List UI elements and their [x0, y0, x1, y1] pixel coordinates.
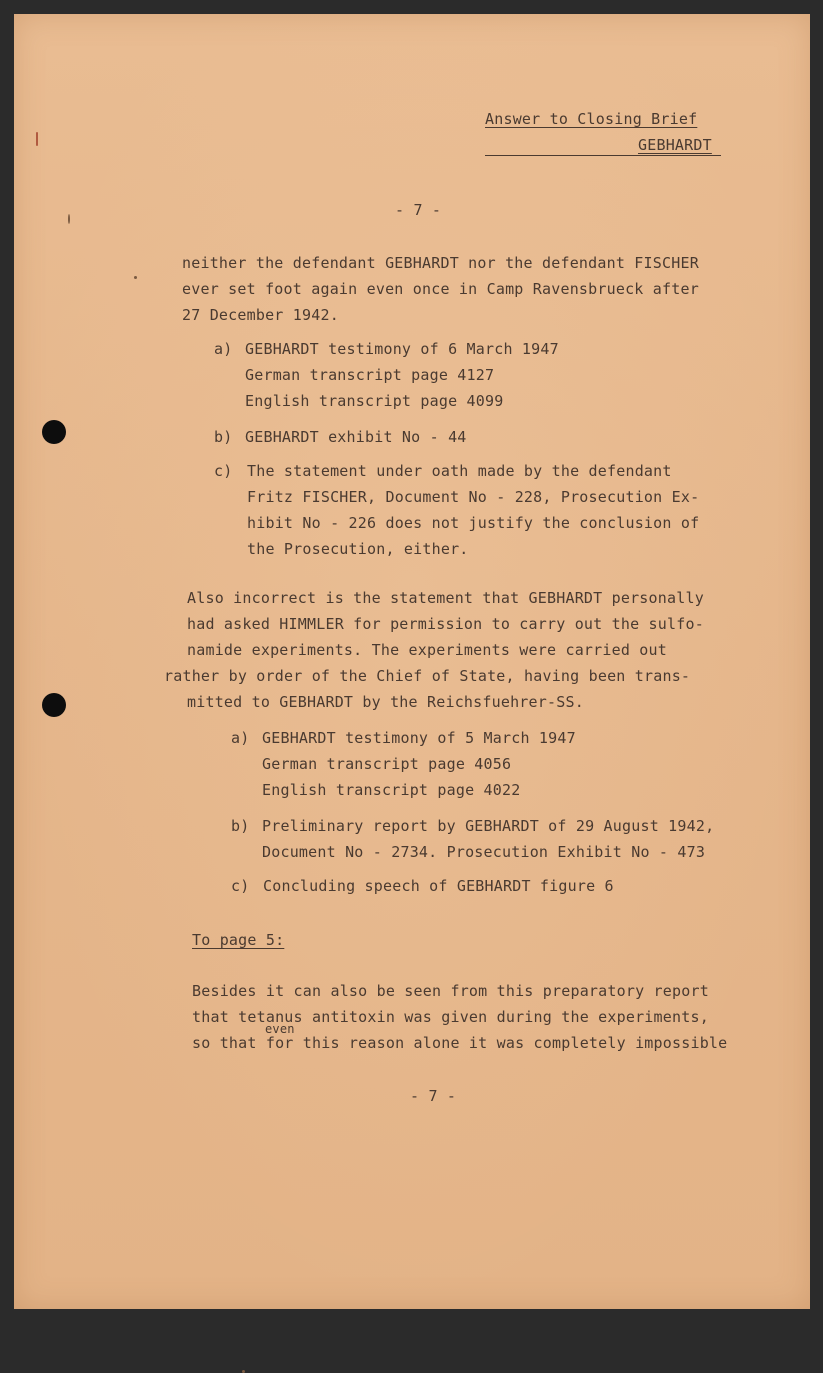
list1-c-line-2: Fritz FISCHER, Document No - 228, Prosecution Ex-	[247, 488, 700, 506]
list1-b-marker: b)	[214, 428, 233, 446]
list1-a-marker: a)	[214, 340, 233, 358]
punch-hole-lower	[42, 693, 66, 717]
list2-c-line-1: Concluding speech of GEBHARDT figure 6	[263, 877, 614, 895]
list1-c-line-1: The statement under oath made by the defendant	[247, 462, 672, 480]
list2-b-marker: b)	[231, 817, 250, 835]
list1-a-line-1: GEBHARDT testimony of 6 March 1947	[245, 340, 559, 358]
intro-line-3: 27 December 1942.	[182, 306, 339, 324]
list1-a-line-2: German transcript page 4127	[245, 366, 495, 384]
intro-line-2: ever set foot again even once in Camp Ravensbrueck after	[182, 280, 699, 298]
punch-hole-upper	[42, 420, 66, 444]
list2-c-marker: c)	[231, 877, 250, 895]
page-number-bottom: - 7 -	[410, 1087, 457, 1105]
para2-line-3: namide experiments. The experiments were carried out	[187, 641, 667, 659]
para2-line-1: Also incorrect is the statement that GEBHARDT personally	[187, 589, 704, 607]
section-heading: To page 5:	[192, 931, 285, 949]
paper-mark	[134, 276, 137, 279]
list1-c-marker: c)	[214, 462, 233, 480]
paper-mark	[36, 132, 38, 146]
header-rule	[485, 155, 721, 156]
intro-line-1: neither the defendant GEBHARDT nor the defendant FISCHER	[182, 254, 699, 272]
document-page	[14, 14, 810, 1309]
para2-line-4: rather by order of the Chief of State, having been trans-	[164, 667, 691, 685]
para3-line-2: that tetanus antitoxin was given during the experiments,	[192, 1008, 709, 1026]
list1-c-line-4: the Prosecution, either.	[247, 540, 469, 558]
list2-b-line-2: Document No - 2734. Prosecution Exhibit No - 473	[262, 843, 706, 861]
list1-a-line-3: English transcript page 4099	[245, 392, 504, 410]
list2-a-marker: a)	[231, 729, 250, 747]
header-defendant: GEBHARDT	[638, 136, 712, 154]
list2-a-line-2: German transcript page 4056	[262, 755, 512, 773]
para2-line-5: mitted to GEBHARDT by the Reichsfuehrer-SS.	[187, 693, 584, 711]
paper-mark	[68, 214, 70, 224]
para2-line-2: had asked HIMMLER for permission to carry out the sulfo-	[187, 615, 704, 633]
typed-insertion: even	[265, 1022, 295, 1036]
list1-c-line-3: hibit No - 226 does not justify the conclusion of	[247, 514, 700, 532]
list2-b-line-1: Preliminary report by GEBHARDT of 29 August 1942,	[262, 817, 715, 835]
header-title: Answer to Closing Brief	[485, 110, 698, 128]
page-number-top: - 7 -	[395, 201, 442, 219]
para3-line-1: Besides it can also be seen from this preparatory report	[192, 982, 709, 1000]
list2-a-line-3: English transcript page 4022	[262, 781, 521, 799]
para3-line-3: so that for this reason alone it was completely impossible	[192, 1034, 728, 1052]
list1-b-line-1: GEBHARDT exhibit No - 44	[245, 428, 467, 446]
list2-a-line-1: GEBHARDT testimony of 5 March 1947	[262, 729, 576, 747]
